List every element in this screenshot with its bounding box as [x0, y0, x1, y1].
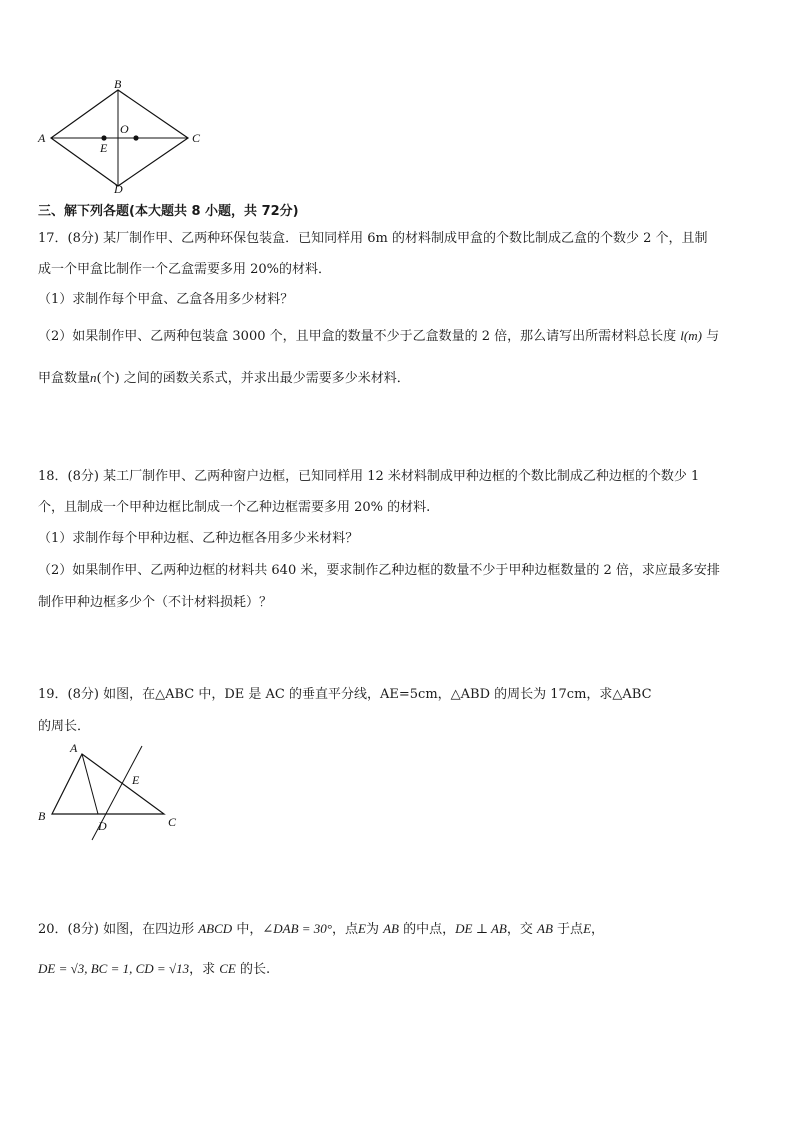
segment-ad [82, 754, 98, 814]
q20-text-b: 中， [236, 922, 263, 937]
q18-part2-line1: （2）如果制作甲、乙两种边框的材料共 640 米，要求制作乙种边框的数量不少于甲种边框数量的 2 倍，求应最多安排 [38, 563, 720, 578]
q20-text-end: 的长. [240, 962, 271, 977]
label-e: E [132, 773, 140, 787]
q18-line2: 个，且制成一个甲种边框比制成一个乙种边框需要多用 20% 的材料. [38, 500, 431, 515]
label-d: D [114, 182, 123, 196]
q20-segment-ab-2: AB [537, 921, 553, 936]
q17-part2-c2: (个) 之间的函数关系式，并求出最少需要多少米材料． [96, 371, 410, 386]
q20-given-values: DE = √3, BC = 1, CD = √13 [38, 961, 190, 976]
q17-part2-line2 [38, 369, 410, 388]
point-e [101, 135, 106, 140]
triangle-abc [52, 754, 164, 814]
q18-line1: 18．(8分) 某工厂制作甲、乙两种窗户边框，已知同样用 12 米材料制成甲种边框的个数比制成乙种边框的个数少 1 [38, 469, 700, 484]
q20-text-e: 的中点， [403, 922, 456, 937]
q17-part1: （1）求制作每个甲盒、乙盒各用多少材料？ [38, 292, 294, 307]
q20-text-g: 于点 [557, 922, 584, 937]
q18-part1: （1）求制作每个甲种边框、乙种边框各用多少米材料？ [38, 531, 359, 546]
q20-line2 [38, 960, 270, 979]
label-b: B [114, 77, 122, 91]
q20-text-h: ， [591, 922, 605, 937]
q20-text-d: 为 [365, 922, 379, 937]
q20-text-f: ，交 [506, 922, 533, 937]
point-o-dot [133, 135, 138, 140]
label-a: A [38, 131, 46, 145]
rhombus-figure [36, 76, 206, 196]
q20-point-e-2: E [583, 921, 592, 936]
q18-part2-line2: 制作甲种边框多少个（不计材料损耗）？ [38, 595, 273, 610]
q20-text-c: ，点 [331, 922, 358, 937]
triangle-figure [34, 740, 184, 845]
q20-text-qiu: ，求 [189, 962, 216, 977]
q17-l-expression: l(m) [680, 328, 702, 343]
q20-angle-dab: ∠DAB = 30° [262, 921, 332, 936]
label-c: C [168, 815, 177, 829]
q20-text-a: 20．(8分) 如图，在四边形 [38, 922, 195, 937]
q17-part2-text: （2）如果制作甲、乙两种包装盒 3000 个，且甲盒的数量不少于乙盒数量的 2 倍，那么请写出所需材料总长度 [38, 329, 677, 344]
q20-de-perp-ab: DE ⊥ AB [455, 921, 507, 936]
q17-line1: 17．(8分) 某厂制作甲、乙两种环保包装盒．已知同样用 6m 的材料制成甲盒的个数比制成乙盒的个数少 2 个，且制 [38, 231, 708, 246]
label-b: B [38, 809, 46, 823]
q17-part2-yu: 与 [706, 329, 720, 344]
section-heading: 三、解下列各题(本大题共 8 小题，共 72分) [38, 204, 299, 219]
label-o: O [120, 122, 129, 136]
q20-segment-ab: AB [383, 921, 399, 936]
q20-point-e: E [358, 921, 366, 936]
q20-line1 [38, 920, 604, 939]
label-d: D [98, 819, 107, 833]
label-c: C [192, 131, 201, 145]
q17-line2: 成一个甲盒比制作一个乙盒需要多用 20%的材料． [38, 262, 332, 277]
q19-line1: 19．(8分) 如图，在△ABC 中，DE 是 AC 的垂直平分线，AE=5cm，△ABD 的周长为 17cm，求△ABC [38, 687, 652, 702]
q20-quad-abcd: ABCD [198, 921, 233, 936]
q20-segment-ce: CE [219, 961, 236, 976]
q17-n-variable: n [90, 370, 97, 385]
q19-line2: 的周长． [38, 719, 91, 734]
label-a: A [70, 741, 78, 755]
q17-part2-c1: 甲盒数量 [38, 371, 91, 386]
label-e: E [100, 141, 108, 155]
q17-part2-line1 [38, 327, 719, 346]
